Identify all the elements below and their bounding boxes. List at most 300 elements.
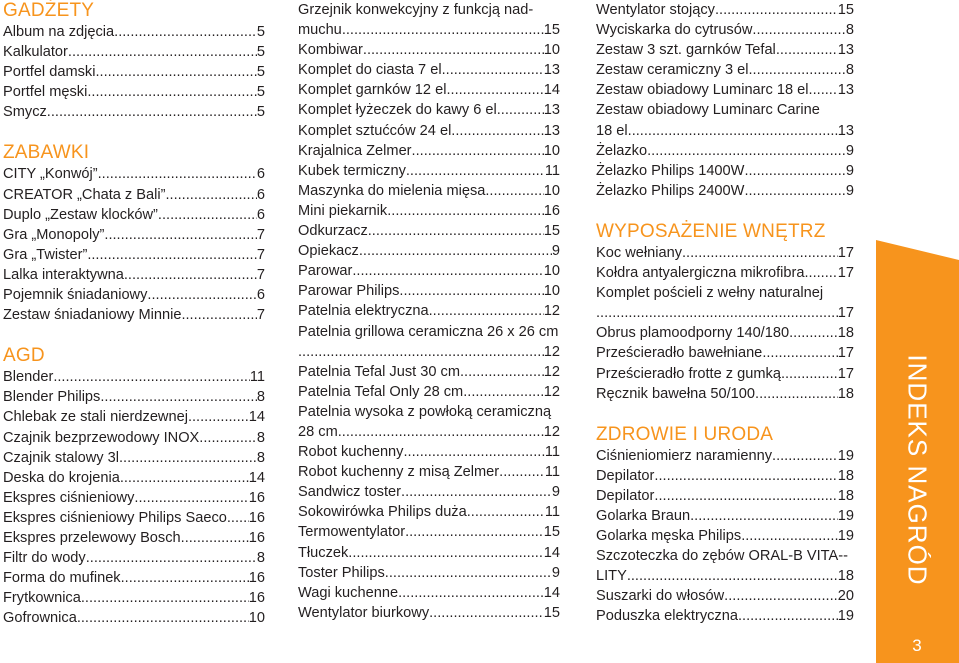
entry-title: Ekspres ciśnieniowy xyxy=(3,489,135,506)
index-entry xyxy=(298,181,560,201)
index-entry xyxy=(596,606,854,626)
dot-leader xyxy=(762,343,837,363)
entry-page-number: 19 xyxy=(837,447,854,464)
entry-title: 28 cm xyxy=(298,423,338,440)
index-entry xyxy=(3,488,265,508)
entry-page-number: 7 xyxy=(256,307,265,324)
entry-page-number: 14 xyxy=(248,409,265,426)
index-entry xyxy=(3,548,265,568)
section-heading: AGD xyxy=(3,345,45,367)
entry-page-number: 8 xyxy=(845,22,854,39)
dot-leader xyxy=(781,364,838,384)
entry-title: Komplet do ciasta 7 el. xyxy=(298,62,446,79)
index-entry xyxy=(596,161,854,181)
entry-title: Zestaw śniadaniowy Minnie xyxy=(3,307,182,324)
index-entry xyxy=(298,121,560,141)
entry-page-number: 5 xyxy=(256,44,265,61)
dot-leader xyxy=(398,583,544,603)
entry-title: Ekspres przelewowy Bosch xyxy=(3,529,181,546)
entry-page-number: 9 xyxy=(551,484,560,501)
entry-title: Parowar Philips xyxy=(298,283,400,300)
dot-leader xyxy=(368,221,544,241)
index-entry xyxy=(596,141,854,161)
entry-title: Patelnia Tefal Only 28 cm xyxy=(298,383,464,400)
entry-page-number: 5 xyxy=(256,24,265,40)
index-entry xyxy=(298,60,560,80)
dot-leader xyxy=(68,42,257,62)
dot-leader xyxy=(359,241,552,261)
dot-leader xyxy=(95,62,256,82)
index-entry xyxy=(596,343,854,363)
entry-page-number: 9 xyxy=(845,142,854,159)
entry-page-number: 11 xyxy=(544,464,560,481)
entry-title: Wyciskarka do cytrusów xyxy=(596,22,753,39)
sidebar-corner-cut xyxy=(876,240,959,260)
entry-title: Portfel damski xyxy=(3,64,96,81)
entry-title: Kołdra antyalergiczna mikrofibra xyxy=(596,265,805,282)
dot-leader xyxy=(789,323,838,343)
index-entry xyxy=(298,20,560,40)
dot-leader xyxy=(429,603,544,623)
entry-page-number: 5 xyxy=(256,84,265,101)
index-entry xyxy=(298,201,560,221)
index-entry xyxy=(298,342,560,362)
dot-leader xyxy=(81,588,249,608)
index-entry xyxy=(3,387,265,407)
entry-page-number: 14 xyxy=(543,544,560,561)
entry-page-number: 18 xyxy=(837,487,854,504)
entry-page-number: 6 xyxy=(256,206,265,223)
dot-leader xyxy=(363,40,544,60)
entry-title: Gofrownica xyxy=(3,610,77,627)
entry-page-number: 10 xyxy=(543,42,560,59)
index-entry xyxy=(298,522,560,542)
entry-title: Toster Philips xyxy=(298,564,385,581)
index-entry xyxy=(3,245,265,265)
entry-page-number: 17 xyxy=(837,365,854,382)
entry-page-number: 5 xyxy=(256,64,265,81)
dot-leader xyxy=(724,586,838,606)
dot-leader xyxy=(114,22,257,42)
entry-title: Patelnia Tefal Just 30 cm xyxy=(298,363,460,380)
entry-title: Opiekacz xyxy=(298,243,359,260)
entry-page-number: 6 xyxy=(256,166,265,183)
dot-leader xyxy=(455,121,543,141)
entry-title: muchu xyxy=(298,22,342,39)
dot-leader xyxy=(188,407,249,427)
index-entry xyxy=(298,482,560,502)
index-entry-line: Zestaw obiadowy Luminarc Carine xyxy=(596,102,820,119)
dot-leader xyxy=(385,563,552,583)
entry-page-number: 11 xyxy=(544,162,560,179)
dot-leader xyxy=(399,281,543,301)
entry-page-number: 9 xyxy=(551,564,560,581)
section-heading: ZDROWIE I URODA xyxy=(596,423,774,445)
index-entry xyxy=(3,428,265,448)
index-entry xyxy=(3,42,265,62)
entry-page-number: 15 xyxy=(543,604,560,621)
section-heading: WYPOSAŻENIE WNĘTRZ xyxy=(596,220,826,242)
index-column-3 xyxy=(596,0,854,627)
index-entry xyxy=(596,181,854,201)
dot-leader xyxy=(387,201,544,221)
entry-title: Golarka Braun xyxy=(596,507,691,524)
dot-leader xyxy=(298,342,544,362)
entry-page-number: 6 xyxy=(256,287,265,304)
entry-page-number: 7 xyxy=(256,246,265,263)
entry-page-number: 14 xyxy=(543,584,560,601)
entry-title: Robot kuchenny xyxy=(298,444,404,461)
index-entry xyxy=(596,303,854,323)
dot-leader xyxy=(627,566,838,586)
section-spacer xyxy=(3,122,265,142)
index-entry xyxy=(596,586,854,606)
entry-page-number: 16 xyxy=(543,202,560,219)
entry-title: CITY „Konwój” xyxy=(3,166,98,183)
entry-page-number: 7 xyxy=(256,266,265,283)
index-entry-line: Komplet pościeli z wełny naturalnej xyxy=(596,285,824,302)
dot-leader xyxy=(755,384,838,404)
index-entry-line: Grzejnik konwekcyjny z funkcją nad- xyxy=(298,2,534,18)
entry-title: Prześcieradło frotte z gumką xyxy=(596,365,781,382)
dot-leader xyxy=(744,181,845,201)
entry-title: Frytkownica xyxy=(3,590,81,607)
dot-leader xyxy=(463,382,544,402)
dot-leader xyxy=(804,263,837,283)
index-entry-line: Patelnia grillowa ceramiczna 26 x 26 cm xyxy=(298,323,559,340)
index-entry xyxy=(298,100,560,120)
entry-title: Poduszka elektryczna xyxy=(596,608,738,625)
dot-leader xyxy=(199,428,257,448)
entry-title: Ciśnieniomierz naramienny xyxy=(596,447,773,464)
entry-title: Patelnia elektryczna xyxy=(298,303,429,320)
index-entry xyxy=(298,281,560,301)
dot-leader xyxy=(776,40,838,60)
section-spacer xyxy=(596,404,854,424)
entry-page-number: 9 xyxy=(551,243,560,260)
entry-page-number: 15 xyxy=(837,2,854,18)
entry-page-number: 6 xyxy=(256,186,265,203)
index-entry xyxy=(298,462,560,482)
index-entry xyxy=(298,502,560,522)
dot-leader xyxy=(647,141,846,161)
index-entry xyxy=(596,364,854,384)
entry-page-number: 9 xyxy=(845,162,854,179)
entry-page-number: 15 xyxy=(543,524,560,541)
dot-leader xyxy=(499,462,545,482)
dot-leader xyxy=(342,20,544,40)
entry-title: Czajnik stalowy 3l xyxy=(3,449,119,466)
entry-title: LITY xyxy=(596,568,627,585)
entry-title: Blender Philips xyxy=(3,389,101,406)
section-heading: ZABAWKI xyxy=(3,142,90,164)
entry-title: Komplet sztućców 24 el. xyxy=(298,122,456,139)
entry-title: Odkurzacz xyxy=(298,223,368,240)
dot-leader xyxy=(741,526,838,546)
index-entry xyxy=(3,568,265,588)
dot-leader xyxy=(348,543,543,563)
dot-leader xyxy=(467,502,545,522)
entry-page-number: 17 xyxy=(837,305,854,322)
entry-page-number: 10 xyxy=(543,182,560,199)
entry-page-number: 18 xyxy=(837,385,854,402)
dot-leader xyxy=(406,161,545,181)
entry-title: Suszarki do włosów xyxy=(596,588,725,605)
dot-leader xyxy=(412,141,544,161)
entry-page-number: 19 xyxy=(837,528,854,545)
index-entry xyxy=(298,241,560,261)
entry-page-number: 13 xyxy=(837,42,854,59)
index-entry xyxy=(3,164,265,184)
entry-page-number: 7 xyxy=(256,226,265,243)
index-entry xyxy=(596,60,854,80)
dot-leader xyxy=(813,80,838,100)
dot-leader xyxy=(752,20,845,40)
entry-title: Komplet łyżeczek do kawy 6 el. xyxy=(298,102,501,119)
dot-leader xyxy=(654,466,837,486)
dot-leader xyxy=(772,446,838,466)
index-entry xyxy=(596,384,854,404)
dot-leader xyxy=(86,548,257,568)
index-entry xyxy=(596,0,854,20)
entry-page-number: 16 xyxy=(248,529,265,546)
entry-page-number: 17 xyxy=(837,265,854,282)
dot-leader xyxy=(134,488,248,508)
dot-leader xyxy=(682,243,838,263)
dot-leader xyxy=(715,0,838,20)
dot-leader xyxy=(451,80,544,100)
entry-page-number: 18 xyxy=(837,325,854,342)
entry-page-number: 16 xyxy=(248,590,265,607)
entry-title: Depilator xyxy=(596,467,655,484)
index-entry-line: Patelnia wysoka z powłoką ceramiczną xyxy=(298,403,552,420)
entry-page-number: 12 xyxy=(543,343,560,360)
entry-title: Smycz xyxy=(3,104,47,121)
entry-title: Golarka męska Philips xyxy=(596,528,742,545)
index-entry xyxy=(298,543,560,563)
entry-page-number: 12 xyxy=(543,383,560,400)
section-heading: GADŻETY xyxy=(3,0,95,21)
index-entry xyxy=(3,305,265,325)
sidebar-title: INDEKS NAGRÓD xyxy=(902,354,933,586)
entry-title: Deska do krojenia xyxy=(3,469,120,486)
entry-title: Komplet garnków 12 el. xyxy=(298,82,451,99)
entry-page-number: 10 xyxy=(248,610,265,627)
dot-leader xyxy=(181,528,249,548)
entry-page-number: 16 xyxy=(248,489,265,506)
entry-title: Maszynka do mielenia mięsa xyxy=(298,182,486,199)
entry-title: Pojemnik śniadaniowy xyxy=(3,287,148,304)
dot-leader xyxy=(352,261,543,281)
index-entry xyxy=(596,446,854,466)
index-entry xyxy=(3,102,265,122)
index-entry xyxy=(298,422,560,442)
entry-page-number: 8 xyxy=(845,62,854,79)
entry-title: Depilator xyxy=(596,487,655,504)
dot-leader xyxy=(227,508,249,528)
entry-page-number: 13 xyxy=(543,102,560,119)
entry-page-number: 11 xyxy=(249,369,265,386)
index-entry xyxy=(298,141,560,161)
index-entry xyxy=(596,323,854,343)
index-entry xyxy=(298,362,560,382)
dot-leader xyxy=(632,121,838,141)
entry-page-number: 10 xyxy=(543,263,560,280)
entry-page-number: 11 xyxy=(544,444,560,461)
index-entry xyxy=(3,508,265,528)
dot-leader xyxy=(124,265,257,285)
index-column-2 xyxy=(298,0,560,623)
entry-title: Portfel męski xyxy=(3,84,88,101)
index-entry xyxy=(298,80,560,100)
index-entry xyxy=(3,448,265,468)
index-entry xyxy=(298,603,560,623)
entry-page-number: 8 xyxy=(256,389,265,406)
entry-page-number: 16 xyxy=(248,509,265,526)
entry-title: Album na zdjęcia xyxy=(3,24,115,40)
index-column-1 xyxy=(3,0,265,628)
entry-title: Zestaw ceramiczny 3 el. xyxy=(596,62,753,79)
entry-title: Zestaw obiadowy Luminarc 18 el. xyxy=(596,82,813,99)
dot-leader xyxy=(429,301,544,321)
index-entry xyxy=(3,285,265,305)
index-entry xyxy=(596,566,854,586)
dot-leader xyxy=(405,522,544,542)
entry-title: Krajalnica Zelmer xyxy=(298,142,412,159)
entry-page-number: 13 xyxy=(837,82,854,99)
entry-page-number: 13 xyxy=(543,62,560,79)
index-entry xyxy=(596,506,854,526)
entry-title: Sandwicz toster xyxy=(298,484,402,501)
entry-title: Ekspres ciśnieniowy Philips Saeco xyxy=(3,509,227,526)
section-spacer xyxy=(3,325,265,345)
entry-page-number: 12 xyxy=(543,303,560,320)
index-entry xyxy=(3,468,265,488)
entry-page-number: 20 xyxy=(837,588,854,605)
dot-leader xyxy=(165,185,256,205)
index-entry xyxy=(3,185,265,205)
entry-title: CREATOR „Chata z Bali” xyxy=(3,186,166,203)
entry-title: Czajnik bezprzewodowy INOX xyxy=(3,429,200,446)
dot-leader xyxy=(120,468,249,488)
entry-page-number: 15 xyxy=(543,223,560,240)
index-entry xyxy=(3,407,265,427)
dot-leader xyxy=(403,442,544,462)
index-entry xyxy=(298,161,560,181)
dot-leader xyxy=(501,100,544,120)
entry-page-number: 18 xyxy=(837,568,854,585)
entry-page-number: 12 xyxy=(543,363,560,380)
dot-leader xyxy=(690,506,838,526)
entry-title: Żelazko Philips 2400W xyxy=(596,182,745,199)
dot-leader xyxy=(121,568,249,588)
entry-title: Tłuczek xyxy=(298,544,349,561)
entry-title: Termowentylator xyxy=(298,524,406,541)
dot-leader xyxy=(53,367,250,387)
entry-title: Filtr do wody xyxy=(3,550,86,567)
entry-page-number: 14 xyxy=(248,469,265,486)
entry-title: Wagi kuchenne xyxy=(298,584,399,601)
entry-page-number: 10 xyxy=(543,283,560,300)
entry-title: Wentylator stojący xyxy=(596,2,715,18)
index-entry xyxy=(596,243,854,263)
entry-title: 18 el. xyxy=(596,122,632,139)
entry-page-number: 13 xyxy=(837,122,854,139)
index-entry xyxy=(298,301,560,321)
entry-title: Ręcznik bawełna 50/100 xyxy=(596,385,756,402)
entry-title: Sokowirówka Philips duża xyxy=(298,504,467,521)
index-entry xyxy=(298,382,560,402)
entry-title: Kombiwar xyxy=(298,42,363,59)
index-entry xyxy=(298,261,560,281)
index-entry xyxy=(3,588,265,608)
entry-page-number: 19 xyxy=(837,507,854,524)
dot-leader xyxy=(98,164,257,184)
entry-page-number: 11 xyxy=(544,504,560,521)
entry-page-number: 12 xyxy=(543,423,560,440)
page-number: 3 xyxy=(912,636,922,655)
entry-title: Kalkulator xyxy=(3,44,68,61)
dot-leader xyxy=(446,60,544,80)
index-entry xyxy=(3,265,265,285)
entry-title: Obrus plamoodporny 140/180 xyxy=(596,325,790,342)
index-entry xyxy=(3,608,265,628)
index-entry xyxy=(298,442,560,462)
index-entry xyxy=(3,205,265,225)
dot-leader xyxy=(738,606,838,626)
entry-title: Gra „Twister” xyxy=(3,246,88,263)
index-entry xyxy=(298,583,560,603)
index-entry xyxy=(596,486,854,506)
entry-page-number: 8 xyxy=(256,429,265,446)
entry-title: Żelazko Philips 1400W xyxy=(596,162,745,179)
dot-leader xyxy=(119,448,257,468)
dot-leader xyxy=(87,245,257,265)
entry-title: Wentylator biurkowy xyxy=(298,604,430,621)
index-entry xyxy=(596,80,854,100)
entry-title: Chlebak ze stali nierdzewnej xyxy=(3,409,188,426)
dot-leader xyxy=(181,305,256,325)
entry-title: Koc wełniany xyxy=(596,244,682,261)
entry-page-number: 8 xyxy=(256,550,265,567)
entry-page-number: 13 xyxy=(543,122,560,139)
dot-leader xyxy=(460,362,544,382)
dot-leader xyxy=(753,60,846,80)
entry-page-number: 5 xyxy=(256,104,265,121)
section-spacer xyxy=(596,201,854,221)
entry-title: Żelazko xyxy=(596,142,648,159)
entry-title: Gra „Monopoly” xyxy=(3,226,105,243)
dot-leader xyxy=(596,303,838,323)
entry-title: Parowar xyxy=(298,263,353,280)
index-entry-line: Szczoteczka do zębów ORAL-B VITA-- xyxy=(596,548,848,565)
entry-page-number: 16 xyxy=(248,570,265,587)
index-entry xyxy=(3,62,265,82)
dot-leader xyxy=(744,161,845,181)
index-entry xyxy=(3,367,265,387)
entry-page-number: 9 xyxy=(845,182,854,199)
dot-leader xyxy=(87,82,257,102)
entry-title: Duplo „Zestaw klocków” xyxy=(3,206,158,223)
index-entry xyxy=(596,526,854,546)
index-entry xyxy=(3,82,265,102)
entry-page-number: 8 xyxy=(256,449,265,466)
entry-title: Lalka interaktywna xyxy=(3,266,124,283)
index-entry xyxy=(3,528,265,548)
index-entry xyxy=(3,225,265,245)
dot-leader xyxy=(147,285,256,305)
index-entry xyxy=(596,263,854,283)
